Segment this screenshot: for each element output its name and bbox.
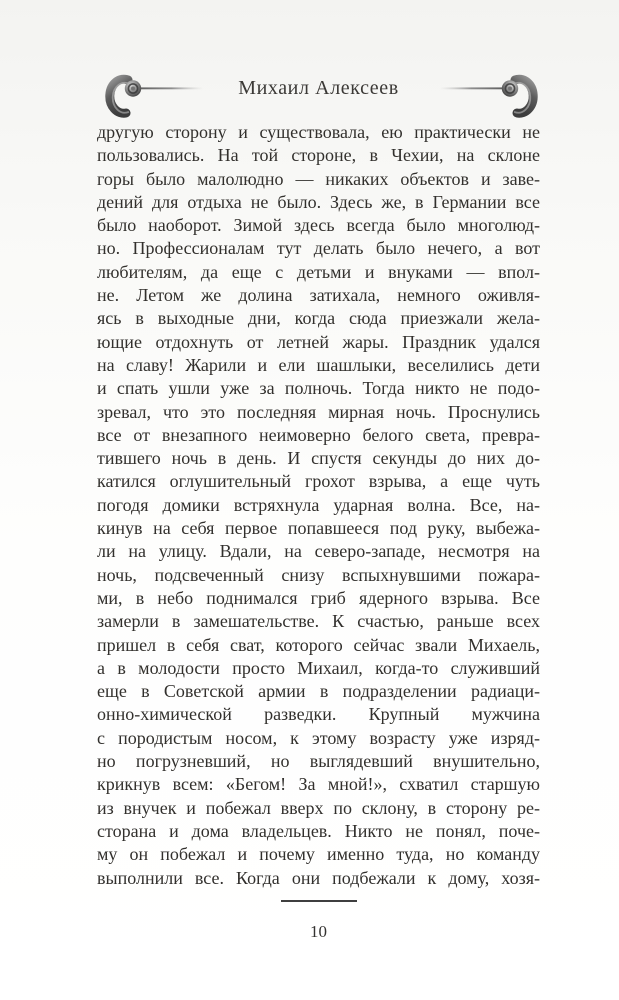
text-line: не. Летом же долина затихала, немного оживля- [97, 285, 540, 306]
text-line: ли на улицу. Вдали, на северо-западе, несмотря на [97, 541, 540, 562]
text-line: другую сторону и существовала, ею практически не [97, 122, 540, 142]
author-header: Михаил Алексеев [238, 77, 399, 99]
page-body-text [97, 121, 540, 890]
curl-flourish-right-icon [440, 68, 540, 120]
text-line: крикнув всем: «Бегом! За мной!», схватил старшую [97, 774, 540, 795]
text-line: ющие отдохнуть от летней жары. Праздник удался [97, 331, 540, 352]
text-line: все от внезапного неимоверно белого света, превра- [97, 424, 540, 445]
text-line: погодя домики встряхнула ударная волна. Все, на- [97, 494, 540, 515]
text-line: тившего ночь в день. И спустя секунды до них до- [97, 448, 540, 469]
text-line: из внучек и побежал вверх по склону, в сторону ре- [97, 797, 540, 818]
text-line: дений для отдыха не было. Здесь же, в Германии все [97, 191, 540, 212]
text-line: было наоборот. Зимой здесь всегда было многолюд- [97, 215, 540, 236]
page-footer [97, 900, 540, 943]
text-line: зревал, что это последняя мирная ночь. Проснулись [97, 401, 540, 422]
text-line: катился оглушительный грохот взрыва, а еще чуть [97, 471, 540, 492]
page-header [97, 64, 540, 124]
text-line: на славу! Жарили и ели шашлыки, веселились дети [97, 354, 540, 375]
text-line: ночь, подсвеченный снизу вспыхнувшими пожара- [97, 564, 540, 585]
text-line: онно-химической разведки. Крупный мужчина [97, 704, 540, 725]
text-line: но. Профессионалам тут делать было нечего, а вот [97, 238, 540, 259]
text-line: горы было малолюдно — никаких объектов и заве- [97, 168, 540, 189]
page-number: 10 [310, 922, 327, 941]
text-line: и спать ушли уже за полночь. Тогда никто не подо- [97, 378, 540, 399]
text-line: пришел в себя сват, которого сейчас звали Михаель, [97, 634, 540, 655]
text-line: пользовались. На той стороне, в Чехии, на склоне [97, 145, 540, 166]
text-line: с породистым носом, к этому возрасту уже изряд- [97, 727, 540, 748]
text-line: кинув на себя первое попавшееся под руку, выбежа- [97, 518, 540, 539]
footer-rule [281, 900, 357, 902]
text-line: любителям, да еще с детьми и внуками — впол- [97, 261, 540, 282]
text-line: сторана и дома владельцев. Никто не понял, поче- [97, 820, 540, 841]
text-line: выполнили все. Когда они подбежали к дому, хозя- [97, 867, 540, 888]
text-line: но погрузневший, но выглядевший внушительно, [97, 751, 540, 772]
text-line: еще в Советской армии в подразделении радиаци- [97, 681, 540, 702]
text-line: замерли в замешательстве. К счастью, раньше всех [97, 611, 540, 632]
text-line: му он побежал и почему именно туда, но команду [97, 844, 540, 865]
text-line: а в молодости просто Михаил, когда-то служивший [97, 657, 540, 678]
text-line: ми, в небо поднимался гриб ядерного взрыва. Все [97, 587, 540, 608]
text-line: ясь в выходные дни, когда сюда приезжали жела- [97, 308, 540, 329]
